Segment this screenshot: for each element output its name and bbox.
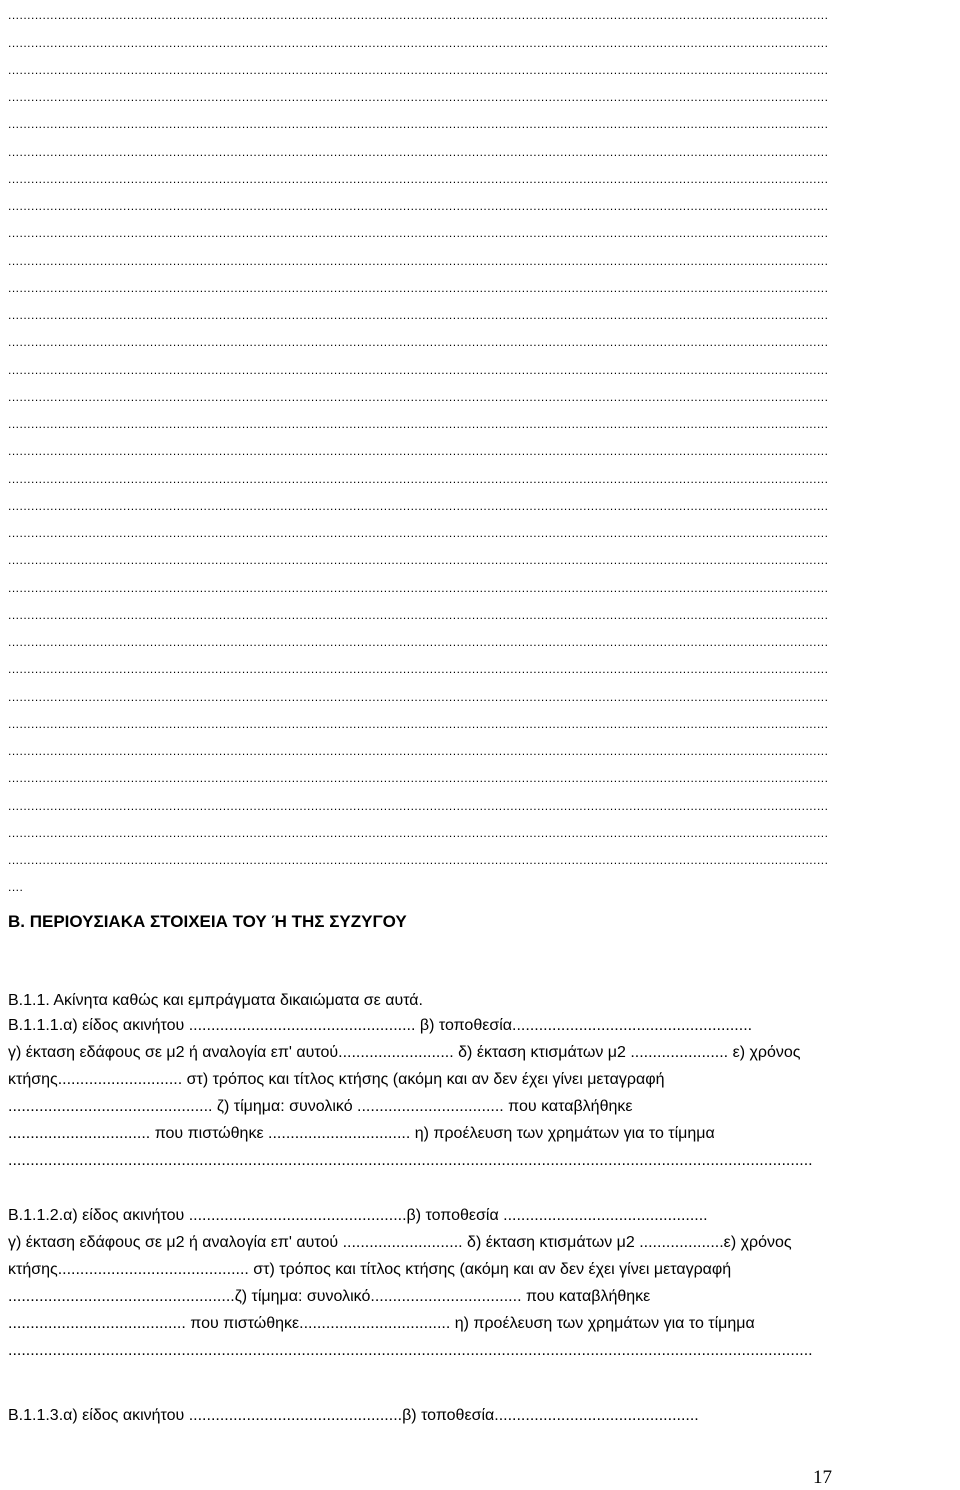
property-1-line-5: ................................ που πιστώθηκε ................................ η) προέλευση των χρημάτων για το τίμημα	[8, 1125, 715, 1142]
property-2-line-2: γ) έκταση εδάφους σε μ2 ή αναλογία επ' αυτού ........................... δ) έκταση κτισμάτων μ2 ...................ε) χρόνος	[8, 1234, 792, 1251]
property-2-line-1: Β.1.1.2.α) είδος ακινήτου .................................................β) τοποθεσία ..............................................	[8, 1207, 708, 1224]
dotted-line-text: ......................................................................................................................................................................................................................	[8, 8, 829, 23]
dotted-line-text: ......................................................................................................................................................................................................................	[8, 580, 829, 595]
dotted-line-text: ......................................................................................................................................................................................................................	[8, 117, 829, 132]
dotted-line-text: ......................................................................................................................................................................................................................	[8, 444, 829, 459]
dotted-line-text: ....	[8, 880, 24, 895]
dotted-line-text: ......................................................................................................................................................................................................................	[8, 853, 829, 867]
dotted-line-text: ......................................................................................................................................................................................................................	[8, 171, 829, 186]
dotted-line	[8, 0, 958, 27]
dotted-line	[8, 245, 958, 272]
dotted-line-text: ......................................................................................................................................................................................................................	[8, 825, 829, 840]
dotted-line	[8, 164, 958, 191]
dotted-line	[8, 654, 958, 681]
dotted-line	[8, 55, 958, 82]
dotted-line	[8, 736, 958, 763]
dotted-line-text: ......................................................................................................................................................................................................................	[8, 335, 829, 350]
dotted-line-text: ......................................................................................................................................................................................................................	[8, 798, 829, 813]
dotted-line	[8, 600, 958, 627]
dotted-line-text: ......................................................................................................................................................................................................................	[8, 199, 829, 213]
dotted-line-text: ......................................................................................................................................................................................................................	[8, 771, 829, 786]
dotted-line-text: ......................................................................................................................................................................................................................	[8, 526, 829, 540]
dotted-answer-area	[8, 0, 958, 899]
dotted-line	[8, 545, 958, 572]
dotted-line	[8, 763, 958, 790]
dotted-line	[8, 572, 958, 599]
property-1-line-2: γ) έκταση εδάφους σε μ2 ή αναλογία επ' αυτού.......................... δ) έκταση κτισμάτων μ2 ...................... ε) χρόνος	[8, 1044, 801, 1061]
dotted-line	[8, 491, 958, 518]
dotted-line	[8, 709, 958, 736]
property-1-line-1: Β.1.1.1.α) είδος ακινήτου ................................................... β) τοποθεσία......................................................	[8, 1017, 753, 1034]
dotted-line	[8, 218, 958, 245]
dotted-line-text: ......................................................................................................................................................................................................................	[8, 744, 829, 758]
property-2-line-4: ...................................................ζ) τίμημα: συνολικό.................................. που καταβλήθηκε	[8, 1288, 651, 1305]
dotted-line-text: ......................................................................................................................................................................................................................	[8, 226, 829, 241]
dotted-line	[8, 136, 958, 163]
property-1-line-4: .............................................. ζ) τίμημα: συνολικό ................................. που καταβλήθηκε	[8, 1098, 633, 1115]
dotted-line	[8, 627, 958, 654]
dotted-line-text: ......................................................................................................................................................................................................................	[8, 308, 829, 322]
page-number: 17	[813, 1467, 832, 1488]
dotted-line	[8, 790, 958, 817]
dotted-line	[8, 300, 958, 327]
dotted-line	[8, 27, 958, 54]
dotted-line	[8, 327, 958, 354]
dotted-line	[8, 681, 958, 708]
dotted-line-text: ......................................................................................................................................................................................................................	[8, 35, 829, 50]
dotted-line-text: ......................................................................................................................................................................................................................	[8, 689, 829, 704]
dotted-line-text: ......................................................................................................................................................................................................................	[8, 607, 829, 622]
dotted-line-text: ......................................................................................................................................................................................................................	[8, 253, 829, 268]
dotted-line-text: ......................................................................................................................................................................................................................	[8, 716, 829, 731]
dotted-line	[8, 82, 958, 109]
dotted-line	[8, 518, 958, 545]
subsection-heading: Β.1.1. Ακίνητα καθώς και εμπράγματα δικαιώματα σε αυτά.	[8, 992, 423, 1009]
property-2-line-6: .....................................................................................................................................................................................	[8, 1342, 813, 1359]
dotted-line	[8, 191, 958, 218]
dotted-line-text: ......................................................................................................................................................................................................................	[8, 90, 829, 104]
property-1-line-6: .....................................................................................................................................................................................	[8, 1152, 813, 1169]
dotted-line-text: ......................................................................................................................................................................................................................	[8, 553, 829, 568]
dotted-line	[8, 354, 958, 381]
dotted-line-text: ......................................................................................................................................................................................................................	[8, 635, 829, 649]
dotted-line	[8, 273, 958, 300]
dotted-line	[8, 845, 958, 872]
property-3-line-1: Β.1.1.3.α) είδος ακινήτου ................................................β) τοποθεσία..............................................	[8, 1407, 699, 1424]
dotted-line-text: ......................................................................................................................................................................................................................	[8, 62, 829, 77]
section-heading: Β. ΠΕΡΙΟΥΣΙΑΚΑ ΣΤΟΙΧΕΙΑ ΤΟΥ Ή ΤΗΣ ΣΥΖΥΓΟΥ	[8, 912, 407, 931]
property-2-line-5: ........................................ που πιστώθηκε.................................. η) προέλευση των χρημάτων για το τίμημα	[8, 1315, 755, 1332]
dotted-line	[8, 436, 958, 463]
dotted-line	[8, 872, 958, 899]
dotted-line-text: ......................................................................................................................................................................................................................	[8, 389, 829, 404]
dotted-line	[8, 409, 958, 436]
dotted-line	[8, 463, 958, 490]
dotted-line-text: ......................................................................................................................................................................................................................	[8, 144, 829, 159]
dotted-line-text: ......................................................................................................................................................................................................................	[8, 280, 829, 295]
property-1-line-3: κτήσης............................ στ) τρόπος και τίτλος κτήσης (ακόμη και αν δεν έχει γίνει μεταγραφή	[8, 1071, 665, 1088]
property-2-line-3: κτήσης........................................... στ) τρόπος και τίτλος κτήσης (ακόμη και αν δεν έχει γίνει μεταγραφή	[8, 1261, 732, 1278]
dotted-line-text: ......................................................................................................................................................................................................................	[8, 362, 829, 377]
dotted-line	[8, 109, 958, 136]
dotted-line-text: ......................................................................................................................................................................................................................	[8, 471, 829, 486]
dotted-line-text: ......................................................................................................................................................................................................................	[8, 498, 829, 513]
dotted-line-text: ......................................................................................................................................................................................................................	[8, 662, 829, 677]
dotted-line	[8, 382, 958, 409]
dotted-line	[8, 818, 958, 845]
dotted-line-text: ......................................................................................................................................................................................................................	[8, 417, 829, 431]
